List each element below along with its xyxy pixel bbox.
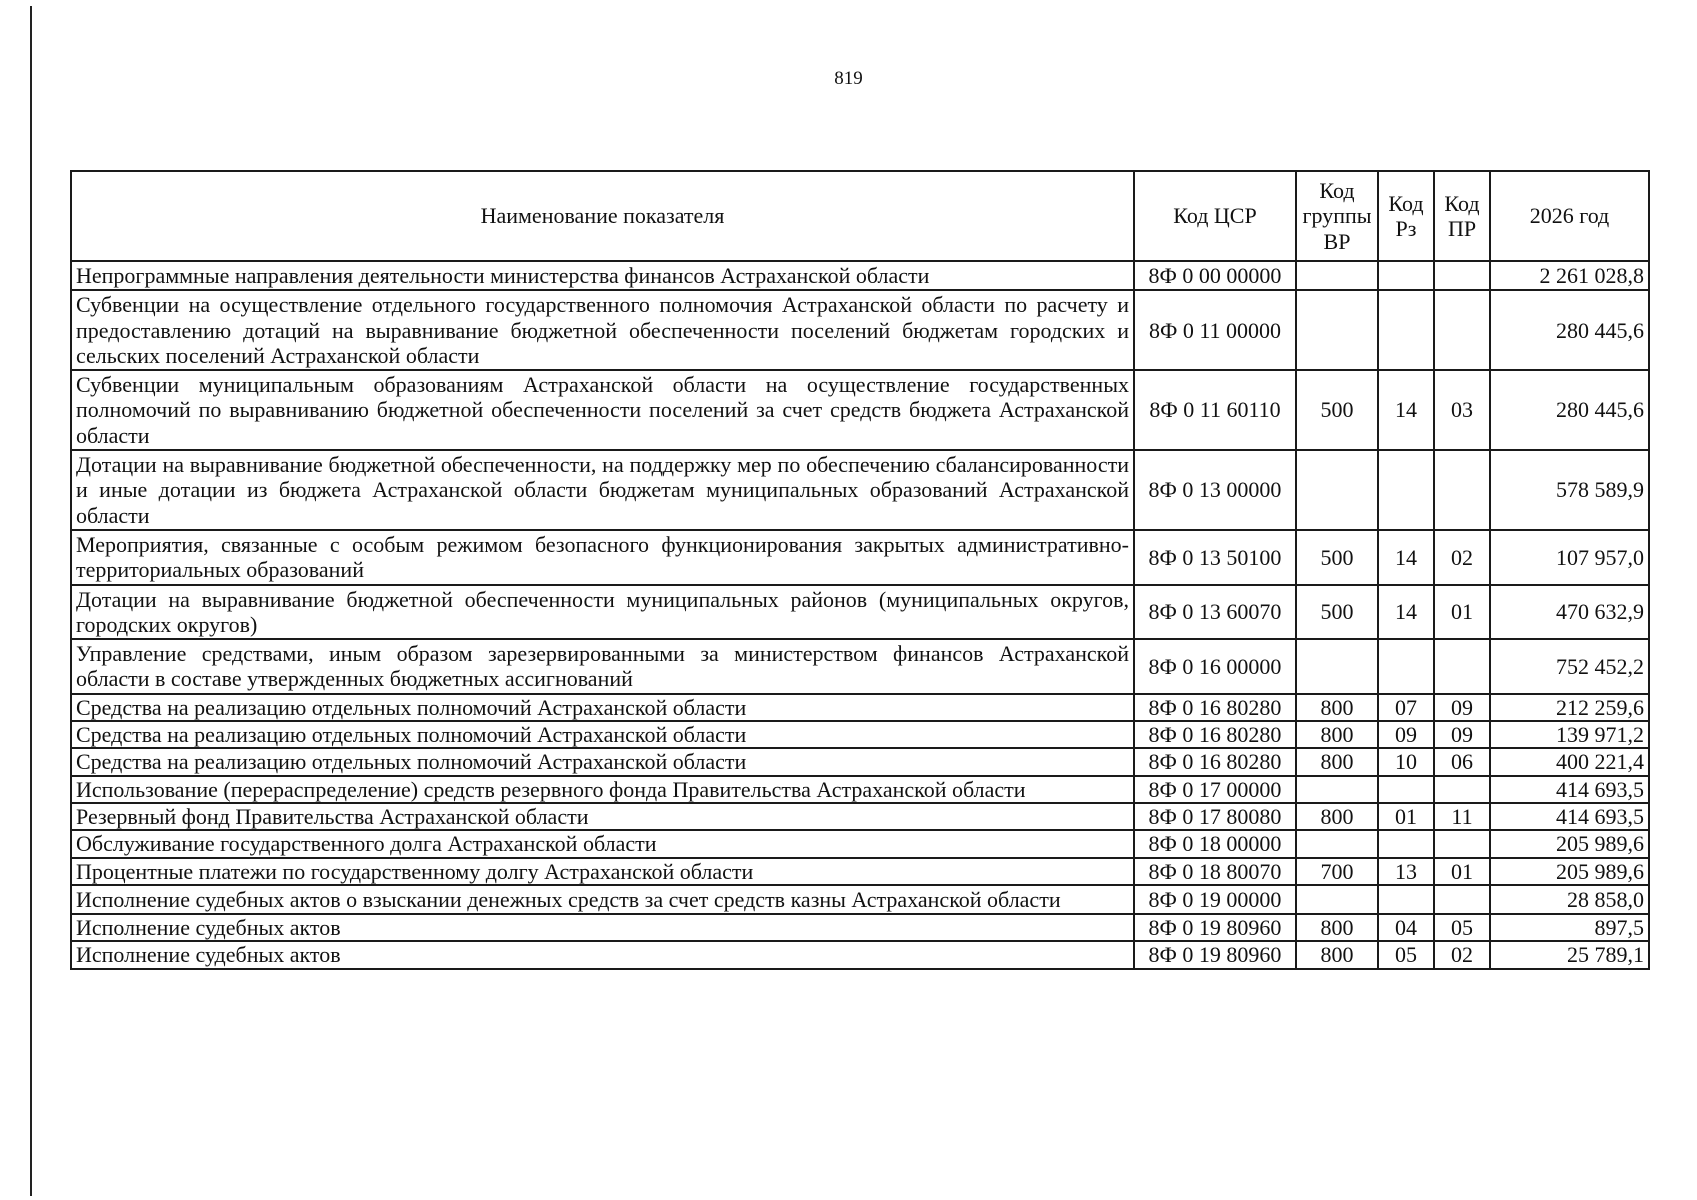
binding-margin-line: [30, 6, 32, 1196]
row-rz: [1378, 885, 1434, 914]
table-row: [71, 830, 1649, 857]
row-amount: 897,5: [1490, 914, 1649, 941]
table-row: [71, 858, 1649, 885]
row-rz: 05: [1378, 941, 1434, 968]
row-pr: [1434, 290, 1490, 370]
row-pr: [1434, 830, 1490, 857]
row-rz: 04: [1378, 914, 1434, 941]
header-vr: Код группы ВР: [1296, 171, 1378, 261]
row-pr: 11: [1434, 803, 1490, 830]
row-pr: 09: [1434, 721, 1490, 748]
row-csr: 8Ф 0 16 80280: [1134, 748, 1296, 775]
budget-table: [70, 170, 1650, 970]
row-amount: 400 221,4: [1490, 748, 1649, 775]
row-name: Исполнение судебных актов: [71, 941, 1134, 968]
row-name: Средства на реализацию отдельных полномочий Астраханской области: [71, 694, 1134, 721]
table-row: [71, 585, 1649, 640]
row-csr: 8Ф 0 16 80280: [1134, 694, 1296, 721]
row-name: Дотации на выравнивание бюджетной обеспеченности, на поддержку мер по обеспечению сбалансированности и иные дотации из бюджета Астраханской области бюджетам муниципальных образований Астраханской области: [71, 450, 1134, 530]
row-rz: [1378, 290, 1434, 370]
row-name: Процентные платежи по государственному долгу Астраханской области: [71, 858, 1134, 885]
row-pr: [1434, 885, 1490, 914]
row-csr: 8Ф 0 13 60070: [1134, 585, 1296, 640]
row-vr: 800: [1296, 721, 1378, 748]
row-vr: [1296, 885, 1378, 914]
row-vr: 800: [1296, 914, 1378, 941]
row-rz: 09: [1378, 721, 1434, 748]
row-csr: 8Ф 0 19 00000: [1134, 885, 1296, 914]
row-vr: 500: [1296, 585, 1378, 640]
row-vr: [1296, 261, 1378, 290]
row-name: Субвенции муниципальным образованиям Астраханской области на осуществление государственных полномочий по выравниванию бюджетной обеспеченности поселений за счет средств бюджета Астраханской области: [71, 370, 1134, 450]
table-row: [71, 639, 1649, 694]
row-rz: [1378, 830, 1434, 857]
row-rz: [1378, 776, 1434, 803]
row-csr: 8Ф 0 16 80280: [1134, 721, 1296, 748]
table-row: [71, 261, 1649, 290]
row-pr: 01: [1434, 585, 1490, 640]
row-amount: 414 693,5: [1490, 803, 1649, 830]
row-pr: [1434, 639, 1490, 694]
table-row: [71, 941, 1649, 968]
row-name: Исполнение судебных актов: [71, 914, 1134, 941]
table-row: [71, 748, 1649, 775]
row-name: Дотации на выравнивание бюджетной обеспеченности муниципальных районов (муниципальных округов, городских округов): [71, 585, 1134, 640]
row-pr: [1434, 261, 1490, 290]
row-rz: [1378, 261, 1434, 290]
header-rz: Код Рз: [1378, 171, 1434, 261]
row-name: Средства на реализацию отдельных полномочий Астраханской области: [71, 748, 1134, 775]
table-header-row: [71, 171, 1649, 261]
row-name: Средства на реализацию отдельных полномочий Астраханской области: [71, 721, 1134, 748]
row-vr: 500: [1296, 530, 1378, 585]
row-rz: 01: [1378, 803, 1434, 830]
row-amount: 414 693,5: [1490, 776, 1649, 803]
table-row: [71, 694, 1649, 721]
row-name: Мероприятия, связанные с особым режимом безопасного функционирования закрытых административно-территориальных образований: [71, 530, 1134, 585]
table-row: [71, 450, 1649, 530]
row-vr: 800: [1296, 748, 1378, 775]
row-rz: [1378, 450, 1434, 530]
row-pr: 09: [1434, 694, 1490, 721]
row-amount: 25 789,1: [1490, 941, 1649, 968]
row-name: Непрограммные направления деятельности министерства финансов Астраханской области: [71, 261, 1134, 290]
row-rz: 14: [1378, 585, 1434, 640]
row-name: Субвенции на осуществление отдельного государственного полномочия Астраханской области по расчету и предоставлению дотаций на выравнивание бюджетной обеспеченности поселений бюджетам городских и сельских поселений Астраханской области: [71, 290, 1134, 370]
row-amount: 280 445,6: [1490, 370, 1649, 450]
table-row: [71, 776, 1649, 803]
row-vr: [1296, 639, 1378, 694]
row-vr: 800: [1296, 694, 1378, 721]
table-row: [71, 885, 1649, 914]
row-amount: 212 259,6: [1490, 694, 1649, 721]
table-row: [71, 290, 1649, 370]
row-pr: [1434, 450, 1490, 530]
row-pr: 06: [1434, 748, 1490, 775]
row-pr: 03: [1434, 370, 1490, 450]
row-vr: 800: [1296, 803, 1378, 830]
row-amount: 28 858,0: [1490, 885, 1649, 914]
row-name: Использование (перераспределение) средств резервного фонда Правительства Астраханской области: [71, 776, 1134, 803]
row-csr: 8Ф 0 17 00000: [1134, 776, 1296, 803]
row-vr: 800: [1296, 941, 1378, 968]
page-number: 819: [834, 68, 863, 89]
row-rz: 13: [1378, 858, 1434, 885]
row-vr: [1296, 830, 1378, 857]
row-csr: 8Ф 0 16 00000: [1134, 639, 1296, 694]
row-csr: 8Ф 0 11 60110: [1134, 370, 1296, 450]
header-csr: Код ЦСР: [1134, 171, 1296, 261]
row-amount: 752 452,2: [1490, 639, 1649, 694]
row-name: Обслуживание государственного долга Астраханской области: [71, 830, 1134, 857]
row-amount: 107 957,0: [1490, 530, 1649, 585]
header-pr: Код ПР: [1434, 171, 1490, 261]
row-amount: 470 632,9: [1490, 585, 1649, 640]
row-rz: 14: [1378, 530, 1434, 585]
row-pr: 01: [1434, 858, 1490, 885]
row-pr: 02: [1434, 941, 1490, 968]
row-csr: 8Ф 0 11 00000: [1134, 290, 1296, 370]
row-vr: [1296, 450, 1378, 530]
row-csr: 8Ф 0 13 50100: [1134, 530, 1296, 585]
table-row: [71, 914, 1649, 941]
table-row: [71, 530, 1649, 585]
row-vr: [1296, 290, 1378, 370]
header-year: 2026 год: [1490, 171, 1649, 261]
row-csr: 8Ф 0 17 80080: [1134, 803, 1296, 830]
row-amount: 280 445,6: [1490, 290, 1649, 370]
row-csr: 8Ф 0 18 00000: [1134, 830, 1296, 857]
header-name: Наименование показателя: [71, 171, 1134, 261]
row-pr: [1434, 776, 1490, 803]
table-row: [71, 370, 1649, 450]
row-amount: 578 589,9: [1490, 450, 1649, 530]
table-row: [71, 803, 1649, 830]
row-rz: 07: [1378, 694, 1434, 721]
row-pr: 02: [1434, 530, 1490, 585]
row-name: Управление средствами, иным образом зарезервированными за министерством финансов Астраханской области в составе утвержденных бюджетных ассигнований: [71, 639, 1134, 694]
row-rz: 14: [1378, 370, 1434, 450]
table-row: [71, 721, 1649, 748]
row-amount: 2 261 028,8: [1490, 261, 1649, 290]
row-amount: 205 989,6: [1490, 858, 1649, 885]
row-rz: [1378, 639, 1434, 694]
row-csr: 8Ф 0 19 80960: [1134, 914, 1296, 941]
row-vr: 700: [1296, 858, 1378, 885]
row-name: Исполнение судебных актов о взыскании денежных средств за счет средств казны Астраханской области: [71, 885, 1134, 914]
row-vr: 500: [1296, 370, 1378, 450]
row-amount: 205 989,6: [1490, 830, 1649, 857]
row-csr: 8Ф 0 18 80070: [1134, 858, 1296, 885]
row-pr: 05: [1434, 914, 1490, 941]
row-csr: 8Ф 0 19 80960: [1134, 941, 1296, 968]
row-vr: [1296, 776, 1378, 803]
row-csr: 8Ф 0 00 00000: [1134, 261, 1296, 290]
row-rz: 10: [1378, 748, 1434, 775]
row-amount: 139 971,2: [1490, 721, 1649, 748]
row-name: Резервный фонд Правительства Астраханской области: [71, 803, 1134, 830]
row-csr: 8Ф 0 13 00000: [1134, 450, 1296, 530]
